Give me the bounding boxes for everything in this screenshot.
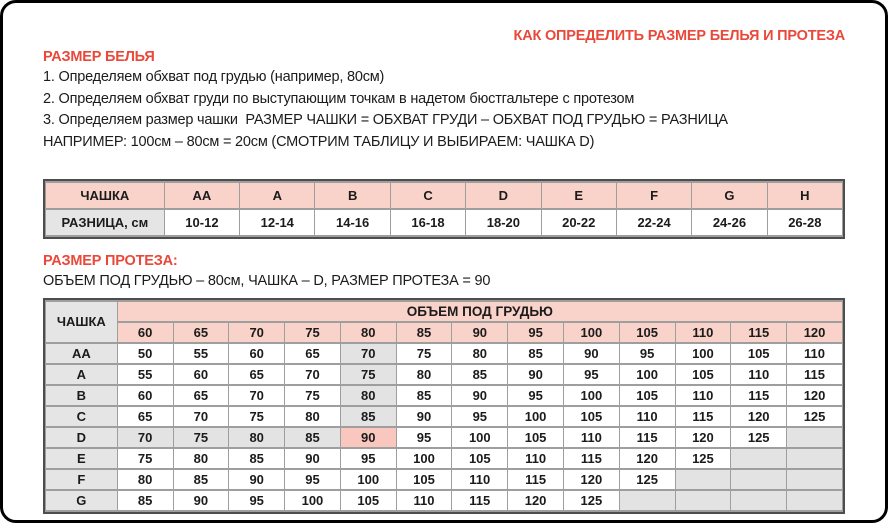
chart-row-F (46, 469, 843, 490)
size-value-cell: 115 (787, 364, 843, 385)
empty-cell (787, 427, 843, 448)
size-value-cell: 115 (675, 406, 731, 427)
cup-header-cell: E (541, 182, 616, 209)
chart-row-E (46, 448, 843, 469)
size-value-cell: 125 (619, 469, 675, 490)
size-chart-body (46, 301, 843, 511)
band-value-header-cell: 115 (731, 322, 787, 343)
size-value-cell: 110 (619, 406, 675, 427)
empty-cell (619, 490, 675, 511)
size-value-cell: 120 (675, 427, 731, 448)
size-section-heading: РАЗМЕР БЕЛЬЯ (43, 49, 155, 65)
difference-cell: 14-16 (315, 209, 390, 236)
size-value-cell: 75 (285, 385, 341, 406)
size-value-cell: 80 (396, 364, 452, 385)
size-value-cell: 100 (396, 448, 452, 469)
size-value-cell: 120 (787, 385, 843, 406)
size-value-cell: 110 (508, 448, 564, 469)
size-value-cell: 55 (173, 343, 229, 364)
difference-row (46, 209, 843, 236)
trace-column-cell: 80 (340, 385, 396, 406)
size-value-cell: 50 (117, 343, 173, 364)
size-value-cell: 110 (787, 343, 843, 364)
band-value-header-cell: 110 (675, 322, 731, 343)
size-chart-frame (43, 298, 845, 514)
band-value-header-cell: 120 (787, 322, 843, 343)
size-value-cell: 80 (173, 448, 229, 469)
cup-row-label: A (46, 364, 118, 385)
size-value-cell: 100 (452, 427, 508, 448)
cup-header-cell: G (692, 182, 767, 209)
size-value-cell: 95 (340, 448, 396, 469)
size-value-cell: 110 (675, 385, 731, 406)
size-value-cell: 110 (396, 490, 452, 511)
size-value-cell: 105 (619, 385, 675, 406)
trace-column-cell: 85 (340, 406, 396, 427)
size-value-cell: 60 (229, 343, 285, 364)
size-value-cell: 90 (563, 343, 619, 364)
size-value-cell: 60 (173, 364, 229, 385)
size-value-cell: 100 (563, 385, 619, 406)
size-value-cell: 95 (619, 343, 675, 364)
difference-cell: 24-26 (692, 209, 767, 236)
trace-row-cell: 85 (285, 427, 341, 448)
size-value-cell: 65 (229, 364, 285, 385)
highlighted-result-cell: 90 (340, 427, 396, 448)
chart-row-C (46, 406, 843, 427)
size-value-cell: 75 (396, 343, 452, 364)
size-value-cell: 105 (675, 364, 731, 385)
prosthesis-size-chart (45, 300, 843, 512)
size-value-cell: 120 (619, 448, 675, 469)
size-value-cell: 100 (285, 490, 341, 511)
trace-row-cell: 80 (229, 427, 285, 448)
size-value-cell: 105 (731, 343, 787, 364)
size-value-cell: 100 (619, 364, 675, 385)
difference-cell: 10-12 (164, 209, 239, 236)
size-value-cell: 125 (675, 448, 731, 469)
band-value-header-cell: 80 (340, 322, 396, 343)
chart-band-header-row (46, 301, 843, 322)
size-value-cell: 95 (508, 385, 564, 406)
band-value-header-cell: 75 (285, 322, 341, 343)
chart-row-D (46, 427, 843, 448)
size-value-cell: 125 (787, 406, 843, 427)
cup-table-corner-label: ЧАШКА (46, 182, 165, 209)
document-title: КАК ОПРЕДЕЛИТЬ РАЗМЕР БЕЛЬЯ И ПРОТЕЗА (513, 28, 845, 44)
size-value-cell: 65 (285, 343, 341, 364)
size-value-cell: 70 (285, 364, 341, 385)
size-value-cell: 65 (173, 385, 229, 406)
chart-row-G (46, 490, 843, 511)
trace-row-cell: 75 (173, 427, 229, 448)
size-value-cell: 70 (229, 385, 285, 406)
cup-row-label: C (46, 406, 118, 427)
band-value-header-cell: 85 (396, 322, 452, 343)
size-value-cell: 80 (452, 343, 508, 364)
size-value-cell: 115 (508, 469, 564, 490)
size-value-cell: 105 (563, 406, 619, 427)
size-value-cell: 125 (563, 490, 619, 511)
size-value-cell: 55 (117, 364, 173, 385)
empty-cell (731, 490, 787, 511)
cup-table-body (46, 182, 843, 236)
size-value-cell: 100 (508, 406, 564, 427)
size-value-cell: 85 (396, 385, 452, 406)
empty-cell (787, 448, 843, 469)
difference-cell: 12-14 (240, 209, 315, 236)
cup-difference-table (45, 181, 843, 237)
cup-header-cell: C (390, 182, 465, 209)
size-value-cell: 115 (731, 385, 787, 406)
cup-header-cell: A (240, 182, 315, 209)
empty-cell (787, 469, 843, 490)
size-value-cell: 105 (452, 448, 508, 469)
chart-band-values-row (46, 322, 843, 343)
size-value-cell: 65 (117, 406, 173, 427)
cup-row-label: E (46, 448, 118, 469)
cup-row-label: AA (46, 343, 118, 364)
size-value-cell: 120 (731, 406, 787, 427)
size-value-cell: 85 (173, 469, 229, 490)
step-2: 2. Определяем обхват груди по выступающим точкам в надетом бюстгальтере с протезом (43, 90, 635, 107)
size-value-cell: 95 (285, 469, 341, 490)
trace-column-cell: 70 (340, 343, 396, 364)
size-value-cell: 110 (563, 427, 619, 448)
cup-row-label: F (46, 469, 118, 490)
cup-difference-table-frame (43, 179, 845, 239)
size-value-cell: 75 (229, 406, 285, 427)
size-value-cell: 80 (117, 469, 173, 490)
cup-header-row (46, 182, 843, 209)
instruction-steps (43, 67, 845, 153)
difference-cell: 16-18 (390, 209, 465, 236)
size-value-cell: 90 (508, 364, 564, 385)
cup-header-cell: AA (164, 182, 239, 209)
cup-header-cell: B (315, 182, 390, 209)
size-value-cell: 85 (508, 343, 564, 364)
difference-row-label: РАЗНИЦА, см (46, 209, 165, 236)
size-value-cell: 60 (117, 385, 173, 406)
size-value-cell: 85 (117, 490, 173, 511)
step-example: НАПРИМЕР: 100см – 80см = 20см (СМОТРИМ ТАБЛИЦУ И ВЫБИРАЕМ: ЧАШКА D) (43, 133, 595, 150)
band-value-header-cell: 95 (508, 322, 564, 343)
size-value-cell: 105 (508, 427, 564, 448)
difference-cell: 26-28 (767, 209, 842, 236)
empty-cell (731, 469, 787, 490)
size-value-cell: 105 (396, 469, 452, 490)
cup-row-label: B (46, 385, 118, 406)
band-value-header-cell: 65 (173, 322, 229, 343)
difference-cell: 22-24 (616, 209, 691, 236)
trace-column-cell: 75 (340, 364, 396, 385)
empty-cell (675, 490, 731, 511)
cup-row-label: G (46, 490, 118, 511)
chart-corner-label: ЧАШКА (46, 301, 118, 343)
size-value-cell: 90 (396, 406, 452, 427)
size-value-cell: 115 (452, 490, 508, 511)
size-value-cell: 90 (285, 448, 341, 469)
band-value-header-cell: 70 (229, 322, 285, 343)
size-value-cell: 85 (229, 448, 285, 469)
empty-cell (787, 490, 843, 511)
trace-row-cell: 70 (117, 427, 173, 448)
cup-header-cell: D (466, 182, 541, 209)
size-value-cell: 120 (563, 469, 619, 490)
step-3: 3. Определяем размер чашки РАЗМЕР ЧАШКИ = ОБХВАТ ГРУДИ – ОБХВАТ ПОД ГРУДЬЮ = РАЗНИЦА (43, 112, 728, 128)
size-value-cell: 115 (563, 448, 619, 469)
size-value-cell: 95 (452, 406, 508, 427)
size-value-cell: 80 (285, 406, 341, 427)
size-value-cell: 90 (173, 490, 229, 511)
chart-row-AA (46, 343, 843, 364)
size-value-cell: 70 (173, 406, 229, 427)
size-value-cell: 75 (117, 448, 173, 469)
size-value-cell: 120 (508, 490, 564, 511)
size-value-cell: 85 (452, 364, 508, 385)
prosthesis-example-line: ОБЪЕМ ПОД ГРУДЬЮ – 80см, ЧАШКА – D, РАЗМЕР ПРОТЕЗА = 90 (43, 273, 491, 289)
size-value-cell: 100 (340, 469, 396, 490)
size-value-cell: 90 (452, 385, 508, 406)
empty-cell (675, 469, 731, 490)
band-value-header-cell: 105 (619, 322, 675, 343)
size-value-cell: 125 (731, 427, 787, 448)
empty-cell (731, 448, 787, 469)
prosthesis-section-heading: РАЗМЕР ПРОТЕЗА: (43, 253, 178, 269)
underbust-band-header: ОБЪЕМ ПОД ГРУДЬЮ (117, 301, 842, 322)
band-value-header-cell: 90 (452, 322, 508, 343)
size-value-cell: 90 (229, 469, 285, 490)
band-value-header-cell: 100 (563, 322, 619, 343)
chart-row-B (46, 385, 843, 406)
size-value-cell: 110 (731, 364, 787, 385)
size-value-cell: 95 (229, 490, 285, 511)
step-1: 1. Определяем обхват под грудью (например, 80см) (43, 69, 385, 85)
difference-cell: 18-20 (466, 209, 541, 236)
cup-header-cell: H (767, 182, 842, 209)
size-value-cell: 100 (675, 343, 731, 364)
chart-row-A (46, 364, 843, 385)
cup-header-cell: F (616, 182, 691, 209)
size-value-cell: 110 (452, 469, 508, 490)
size-value-cell: 95 (396, 427, 452, 448)
difference-cell: 20-22 (541, 209, 616, 236)
size-value-cell: 105 (340, 490, 396, 511)
size-value-cell: 95 (563, 364, 619, 385)
cup-row-label: D (46, 427, 118, 448)
band-value-header-cell: 60 (117, 322, 173, 343)
size-value-cell: 115 (619, 427, 675, 448)
